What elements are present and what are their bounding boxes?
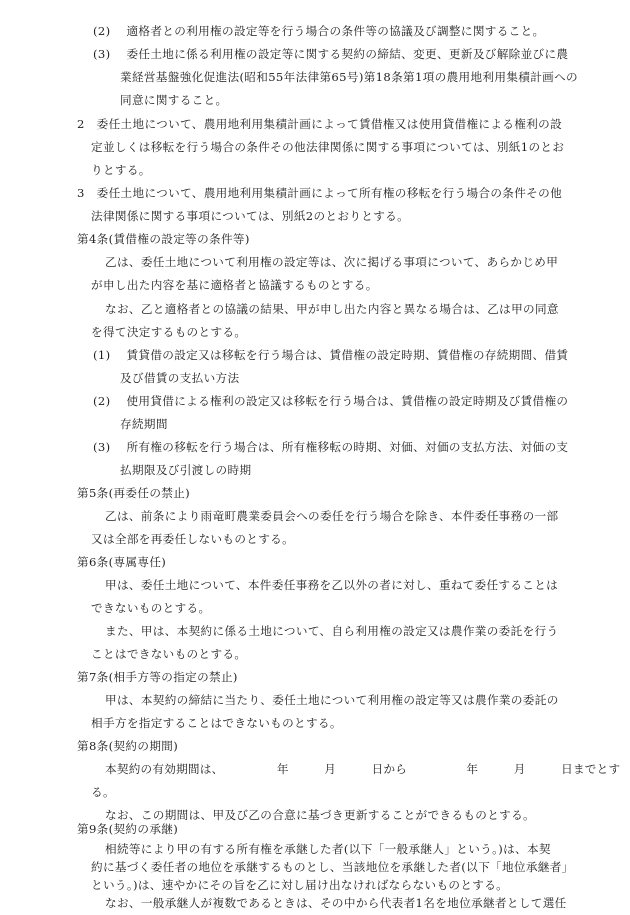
article-4-heading: 第4条(賃借権の設定等の条件等): [77, 232, 250, 246]
text-line: なお、この期間は、甲及び乙の合意に基づき更新することができるものとする。: [105, 808, 535, 822]
clause-item-2: (2) 適格者との利用権の設定等を行う場合の条件等の協議及び調整に関すること。: [93, 24, 545, 38]
text-line: 約に基づく委任者の地位を承継するものとし、当該地位を承継した者(以下「地位承継者」: [91, 860, 574, 874]
text-line: が申し出た内容を基に適格者と協議するものとする。: [91, 278, 378, 292]
text-line: 及び借賃の支払い方法: [120, 371, 240, 385]
text-line: 相手方を指定することはできないものとする。: [91, 716, 342, 730]
text-line: なお、乙と適格者との協議の結果、甲が申し出た内容と異なる場合は、乙は甲の同意: [105, 302, 559, 316]
clause-item-3: (3) 委任土地に係る利用権の設定等に関する契約の締結、変更、更新及び解除並びに農: [93, 47, 569, 61]
article-8-heading: 第8条(契約の期間): [77, 739, 179, 753]
article-6-heading: 第6条(専属専任): [77, 555, 167, 569]
text-line: 乙は、委任土地について利用権の設定等は、次に掲げる事項について、あらかじめ甲: [105, 255, 559, 269]
text-line: 払期限及び引渡しの時期: [120, 463, 252, 477]
text-line: 乙は、前条により雨竜町農業委員会への委任を行う場合を除き、本件委任事務の一部: [105, 509, 559, 523]
article-7-heading: 第7条(相手方等の指定の禁止): [77, 670, 238, 684]
text-line: 同意に関すること。: [120, 93, 228, 107]
paragraph-3: 3 委任土地について、農用地利用集積計画によって所有権の移転を行う場合の条件その他: [77, 186, 563, 200]
text-line: 定並しくは移転を行う場合の条件その他法律関係に関する事項については、別紙1のとお: [91, 140, 565, 154]
text-line: 業経営基盤強化促進法(昭和55年法律第65号)第18条第1項の農用地利用集積計画への: [120, 70, 578, 84]
text-line: 相続等により甲の有する所有権を承継した者(以下「一般承継人」という。)は、本契: [105, 842, 551, 856]
list-item-1: (1) 賃貸借の設定又は移転を行う場合は、賃借権の設定時期、賃借権の存続期間、借賃: [93, 348, 569, 362]
contract-period-line: 本契約の有効期間は、 年 月 日から 年 月 日までとす: [105, 762, 621, 776]
text-line: る。: [91, 785, 115, 799]
text-line: ことはできないものとする。: [91, 647, 247, 661]
text-line: 法律関係に関する事項については、別紙2のとおりとする。: [91, 209, 410, 223]
list-item-2: (2) 使用貸借による権利の設定又は移転を行う場合は、賃借権の設定時期及び賃借権の: [93, 394, 569, 408]
text-line: りとする。: [91, 163, 151, 177]
text-line: 存続期間: [120, 417, 168, 431]
text-line: 甲は、委任土地について、本件委任事務を乙以外の者に対し、重ねて委任することは: [105, 578, 559, 592]
list-item-3: (3) 所有権の移転を行う場合は、所有権移転の時期、対価、対価の支払方法、対価の支: [93, 440, 569, 454]
text-line: という。)は、速やかにその旨を乙に対し届け出なければならないものとする。: [91, 878, 509, 892]
article-9-heading: 第9条(契約の承継): [77, 822, 179, 836]
text-line: また、甲は、本契約に係る土地について、自ら利用権の設定又は農作業の委託を行う: [105, 624, 559, 638]
text-line: 又は全部を再委任しないものとする。: [91, 532, 295, 546]
article-5-heading: 第5条(再委任の禁止): [77, 486, 191, 500]
text-line: できないものとする。: [91, 601, 211, 615]
text-line: を得て決定するものとする。: [91, 325, 247, 339]
text-line: なお、一般承継人が複数であるときは、その中から代表者1名を地位承継者として選任: [105, 896, 567, 910]
text-line: 甲は、本契約の締結に当たり、委任土地について利用権の設定等又は農作業の委託の: [105, 693, 559, 707]
paragraph-2: 2 委任土地について、農用地利用集積計画によって賃借権又は使用貸借権による権利の設: [77, 117, 563, 131]
